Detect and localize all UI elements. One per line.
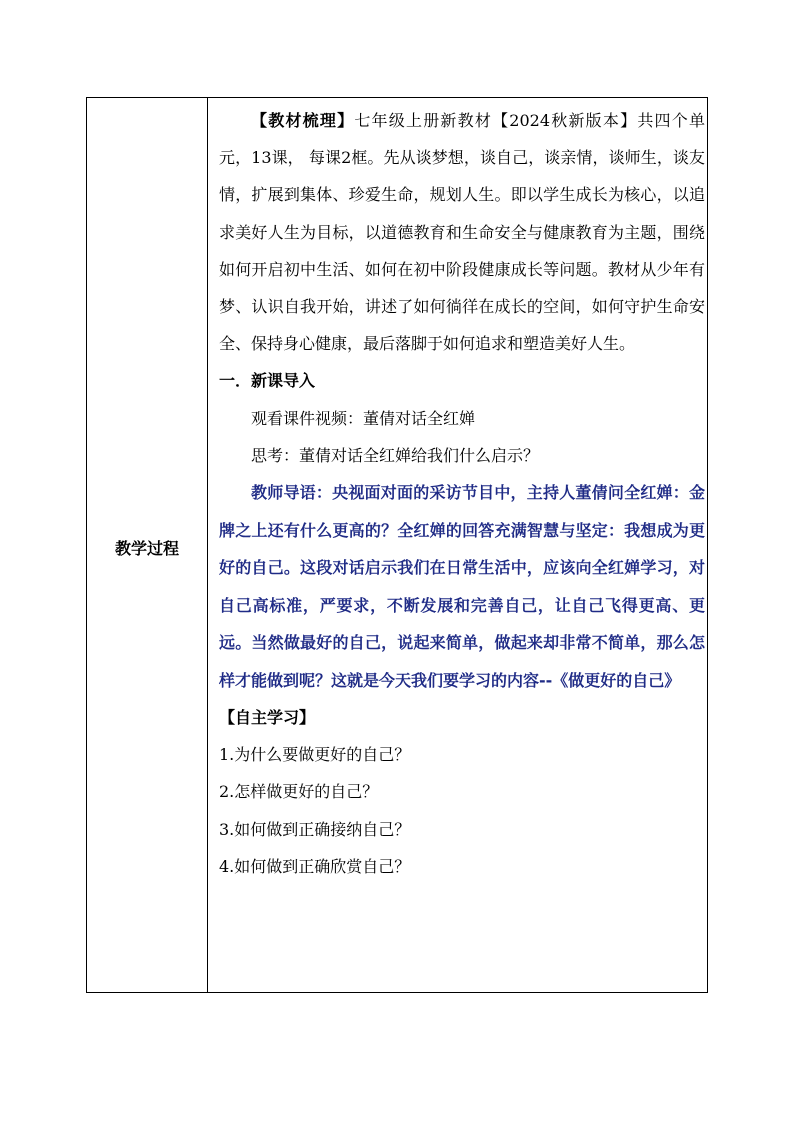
teacher-guide-paragraph: 教师导语：央视面对面的采访节目中，主持人董倩问全红婵：金牌之上还有什么更高的？全红婵的回答充满智慧与坚定：我想成为更好的自己。这段对话启示我们在日常生活中，应该向全红婵学习，对自己高标准，严要求，不断发展和完善自己，让自己飞得更高、更远。当然做最好的自己，说起来简单，做起来却非常不简单，那么怎样才能做到呢？这就是今天我们要学习的内容--《做更好的自己》	[219, 483, 705, 690]
overview-text: 七年级上册新教材【2024秋新版本】共四个单元，13课， 每课2框。先从谈梦想，谈自己，谈亲情，谈师生，谈友情，扩展到集体、珍爱生命，规划人生。即以学生成长为核心，以追求美好人生为目标，以道德教育和生命安全与健康教育为主题，围绕如何开启初中生活、如何在初中阶段健康成长等问题。教材从少年有梦、认识自我开始，讲述了如何徜徉在成长的空间，如何守护生命安全、保持身心健康，最后落脚于如何追求和塑造美好人生。	[219, 111, 705, 354]
content-cell	[219, 102, 705, 885]
question-item: 3.如何做到正确接纳自己？	[219, 819, 411, 839]
overview-paragraph	[219, 102, 705, 362]
self-study-heading: 【自主学习】	[219, 708, 316, 728]
row-label: 教学过程	[114, 538, 179, 558]
question-item: 4.如何做到正确欣赏自己？	[219, 856, 411, 876]
column-divider	[207, 98, 208, 992]
thinking-line: 思考：董倩对话全红婵给我们什么启示？	[251, 445, 540, 465]
question-item: 2.怎样做更好的自己？	[219, 782, 379, 802]
lesson-table	[86, 97, 708, 993]
row-label-cell	[87, 98, 207, 992]
section-heading-new-lesson: 一．新课导入	[219, 371, 316, 391]
overview-title: 【教材梳理】	[251, 111, 355, 130]
question-item: 1.为什么要做更好的自己？	[219, 745, 411, 765]
video-line: 观看课件视频：董倩对话全红婵	[251, 408, 476, 428]
